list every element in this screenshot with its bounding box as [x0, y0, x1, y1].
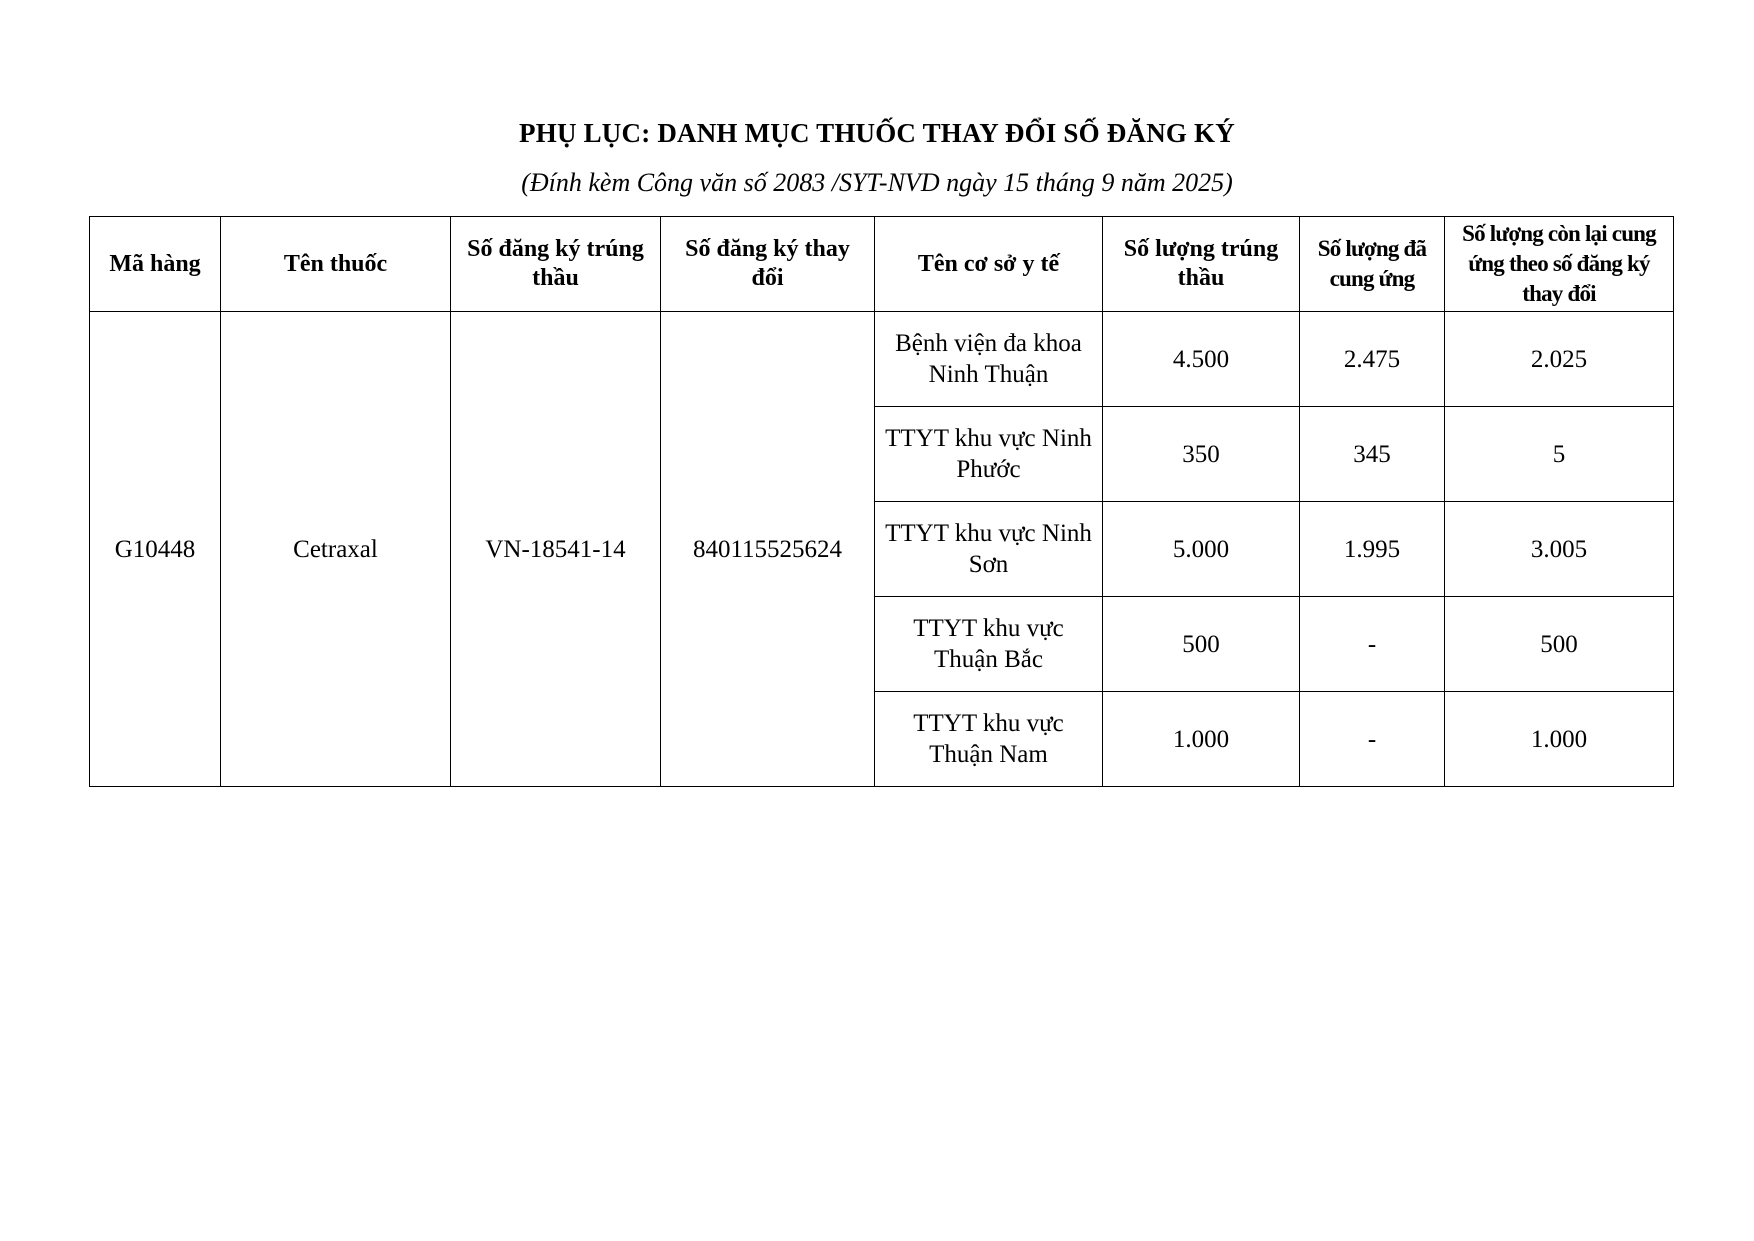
cell-sdk-trung-thau: VN-18541-14: [451, 312, 661, 787]
cell-sl-con-lai: 5: [1445, 407, 1674, 502]
document-title: PHỤ LỤC: DANH MỤC THUỐC THAY ĐỔI SỐ ĐĂNG KÝ: [519, 118, 1235, 148]
header-sdk-trung-thau: Số đăng ký trúng thầu: [451, 217, 661, 312]
header-ma-hang: Mã hàng: [90, 217, 221, 312]
cell-sl-da-cung-ung: 345: [1300, 407, 1445, 502]
header-ten-thuoc: Tên thuốc: [221, 217, 451, 312]
cell-sl-da-cung-ung: 1.995: [1300, 502, 1445, 597]
cell-ten-co-so: TTYT khu vực Thuận Bắc: [875, 597, 1103, 692]
cell-ten-co-so: TTYT khu vực Ninh Sơn: [875, 502, 1103, 597]
header-sl-con-lai: Số lượng còn lại cung ứng theo số đăng ký thay đổi: [1445, 217, 1674, 312]
cell-sl-con-lai: 500: [1445, 597, 1674, 692]
cell-sl-con-lai: 2.025: [1445, 312, 1674, 407]
cell-sl-da-cung-ung: -: [1300, 597, 1445, 692]
header-sdk-thay-doi: Số đăng ký thay đổi: [661, 217, 875, 312]
cell-sl-con-lai: 3.005: [1445, 502, 1674, 597]
cell-ten-thuoc: Cetraxal: [221, 312, 451, 787]
cell-sl-da-cung-ung: -: [1300, 692, 1445, 787]
header-ten-co-so: Tên cơ sở y tế: [875, 217, 1103, 312]
document-subtitle: (Đính kèm Công văn số 2083 /SYT-NVD ngày 15 tháng 9 năm 2025): [521, 168, 1233, 197]
header-sl-trung-thau: Số lượng trúng thầu: [1103, 217, 1300, 312]
cell-sl-trung-thau: 500: [1103, 597, 1300, 692]
header-row: [90, 217, 1674, 312]
cell-sl-da-cung-ung: 2.475: [1300, 312, 1445, 407]
cell-sl-con-lai: 1.000: [1445, 692, 1674, 787]
drug-registration-table: [89, 216, 1674, 787]
cell-sl-trung-thau: 4.500: [1103, 312, 1300, 407]
cell-sdk-thay-doi: 840115525624: [661, 312, 875, 787]
cell-ten-co-so: TTYT khu vực Ninh Phước: [875, 407, 1103, 502]
cell-sl-trung-thau: 1.000: [1103, 692, 1300, 787]
cell-ten-co-so: TTYT khu vực Thuận Nam: [875, 692, 1103, 787]
cell-ten-co-so: Bệnh viện đa khoa Ninh Thuận: [875, 312, 1103, 407]
header-sl-da-cung-ung: Số lượng đã cung ứng: [1300, 217, 1445, 312]
cell-sl-trung-thau: 350: [1103, 407, 1300, 502]
table-row: [90, 312, 1674, 407]
cell-sl-trung-thau: 5.000: [1103, 502, 1300, 597]
cell-ma-hang: G10448: [90, 312, 221, 787]
